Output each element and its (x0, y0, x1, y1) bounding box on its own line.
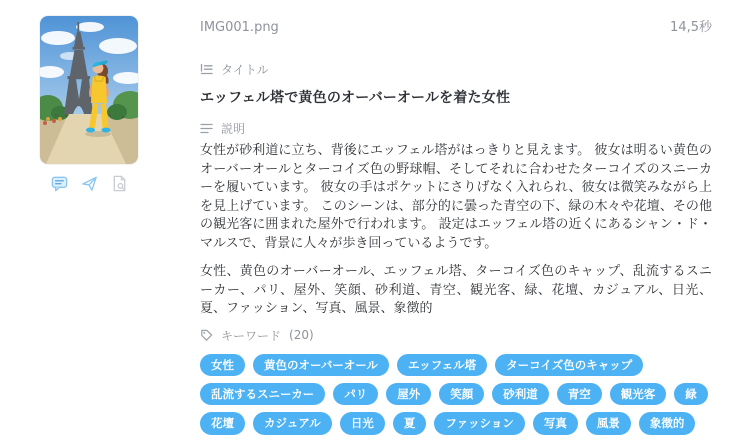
keyword-pill[interactable]: 花壇 (200, 412, 245, 434)
keyword-pill[interactable]: 砂利道 (492, 383, 549, 405)
description-paragraph[interactable]: 女性が砂利道に立ち、背後にエッフェル塔がはっきりと見えます。 彼女は明るい黄色のオーバーオールとターコイズ色の野球帽、そしてそれに合わせたターコイズのスニーカーを履いています。 彼女の手はポケットにさりげなく入れられ、彼女は微笑みながら上を見上げています。 このシーンは、部分的に曇った青空の下、緑の木々や花壇、その他の観光客に囲まれた屋外で行われます。 設定はエッフェル塔の近くにあるシャン・ド・マルスで、背景に人々が歩き回っているようです。 (200, 143, 712, 251)
keyword-pill-list (200, 354, 712, 435)
keyword-pill[interactable]: 風景 (586, 412, 631, 434)
keyword-pill[interactable]: 笑顔 (439, 383, 484, 405)
details-column (200, 16, 712, 435)
keyword-pill[interactable]: ファッション (434, 412, 525, 434)
keyword-pill[interactable]: 女性 (200, 354, 245, 376)
title-text[interactable]: エッフェル塔で黄色のオーバーオールを着た女性 (200, 90, 511, 106)
align-left-icon (200, 122, 213, 135)
description-label: 説明 (221, 122, 246, 136)
send-icon[interactable] (80, 174, 99, 193)
description-keywords-paragraph[interactable]: 女性、黄色のオーバーオール、エッフェル塔、ターコイズ色のキャップ、乱流するスニーカー、パリ、屋外、笑顔、砂利道、青空、観光客、緑、花壇、カジュアル、日光、夏、ファッション、写真、風景、象徴的 (200, 264, 712, 316)
keyword-pill[interactable]: 写真 (533, 412, 578, 434)
comment-icon[interactable] (50, 174, 69, 193)
keywords-section-label (200, 327, 712, 344)
eiffel-tower-photo (40, 16, 138, 164)
title-label: タイトル (221, 63, 269, 77)
keyword-pill[interactable]: 屋外 (386, 383, 431, 405)
keyword-pill[interactable]: 日光 (340, 412, 385, 434)
keyword-pill[interactable]: ターコイズ色のキャップ (495, 354, 643, 376)
title-section-label (200, 61, 712, 78)
processing-time: 14,5秒 (670, 20, 712, 35)
thumbnail-actions (40, 174, 138, 193)
keyword-pill[interactable]: カジュアル (253, 412, 332, 434)
description-section-label (200, 120, 712, 137)
photo-thumbnail[interactable] (40, 16, 138, 164)
file-name: IMG001.png (200, 20, 279, 35)
text-field-icon (200, 63, 213, 76)
keywords-label: キーワード (221, 328, 282, 343)
preview-column (40, 16, 138, 435)
keyword-pill[interactable]: 象徴的 (639, 412, 696, 434)
keyword-pill[interactable]: 乱流するスニーカー (200, 383, 325, 405)
keyword-pill[interactable]: 観光客 (610, 383, 667, 405)
keyword-pill[interactable]: 青空 (557, 383, 602, 405)
keyword-pill[interactable]: パリ (333, 383, 378, 405)
keyword-pill[interactable]: エッフェル塔 (397, 354, 487, 376)
keywords-count: (20) (289, 328, 314, 342)
keyword-pill[interactable]: 夏 (393, 412, 427, 434)
keyword-pill[interactable]: 黄色のオーバーオール (253, 354, 389, 376)
file-header (200, 16, 712, 35)
tag-icon (200, 329, 213, 342)
file-search-icon[interactable] (110, 174, 129, 193)
keyword-pill[interactable]: 緑 (674, 383, 708, 405)
